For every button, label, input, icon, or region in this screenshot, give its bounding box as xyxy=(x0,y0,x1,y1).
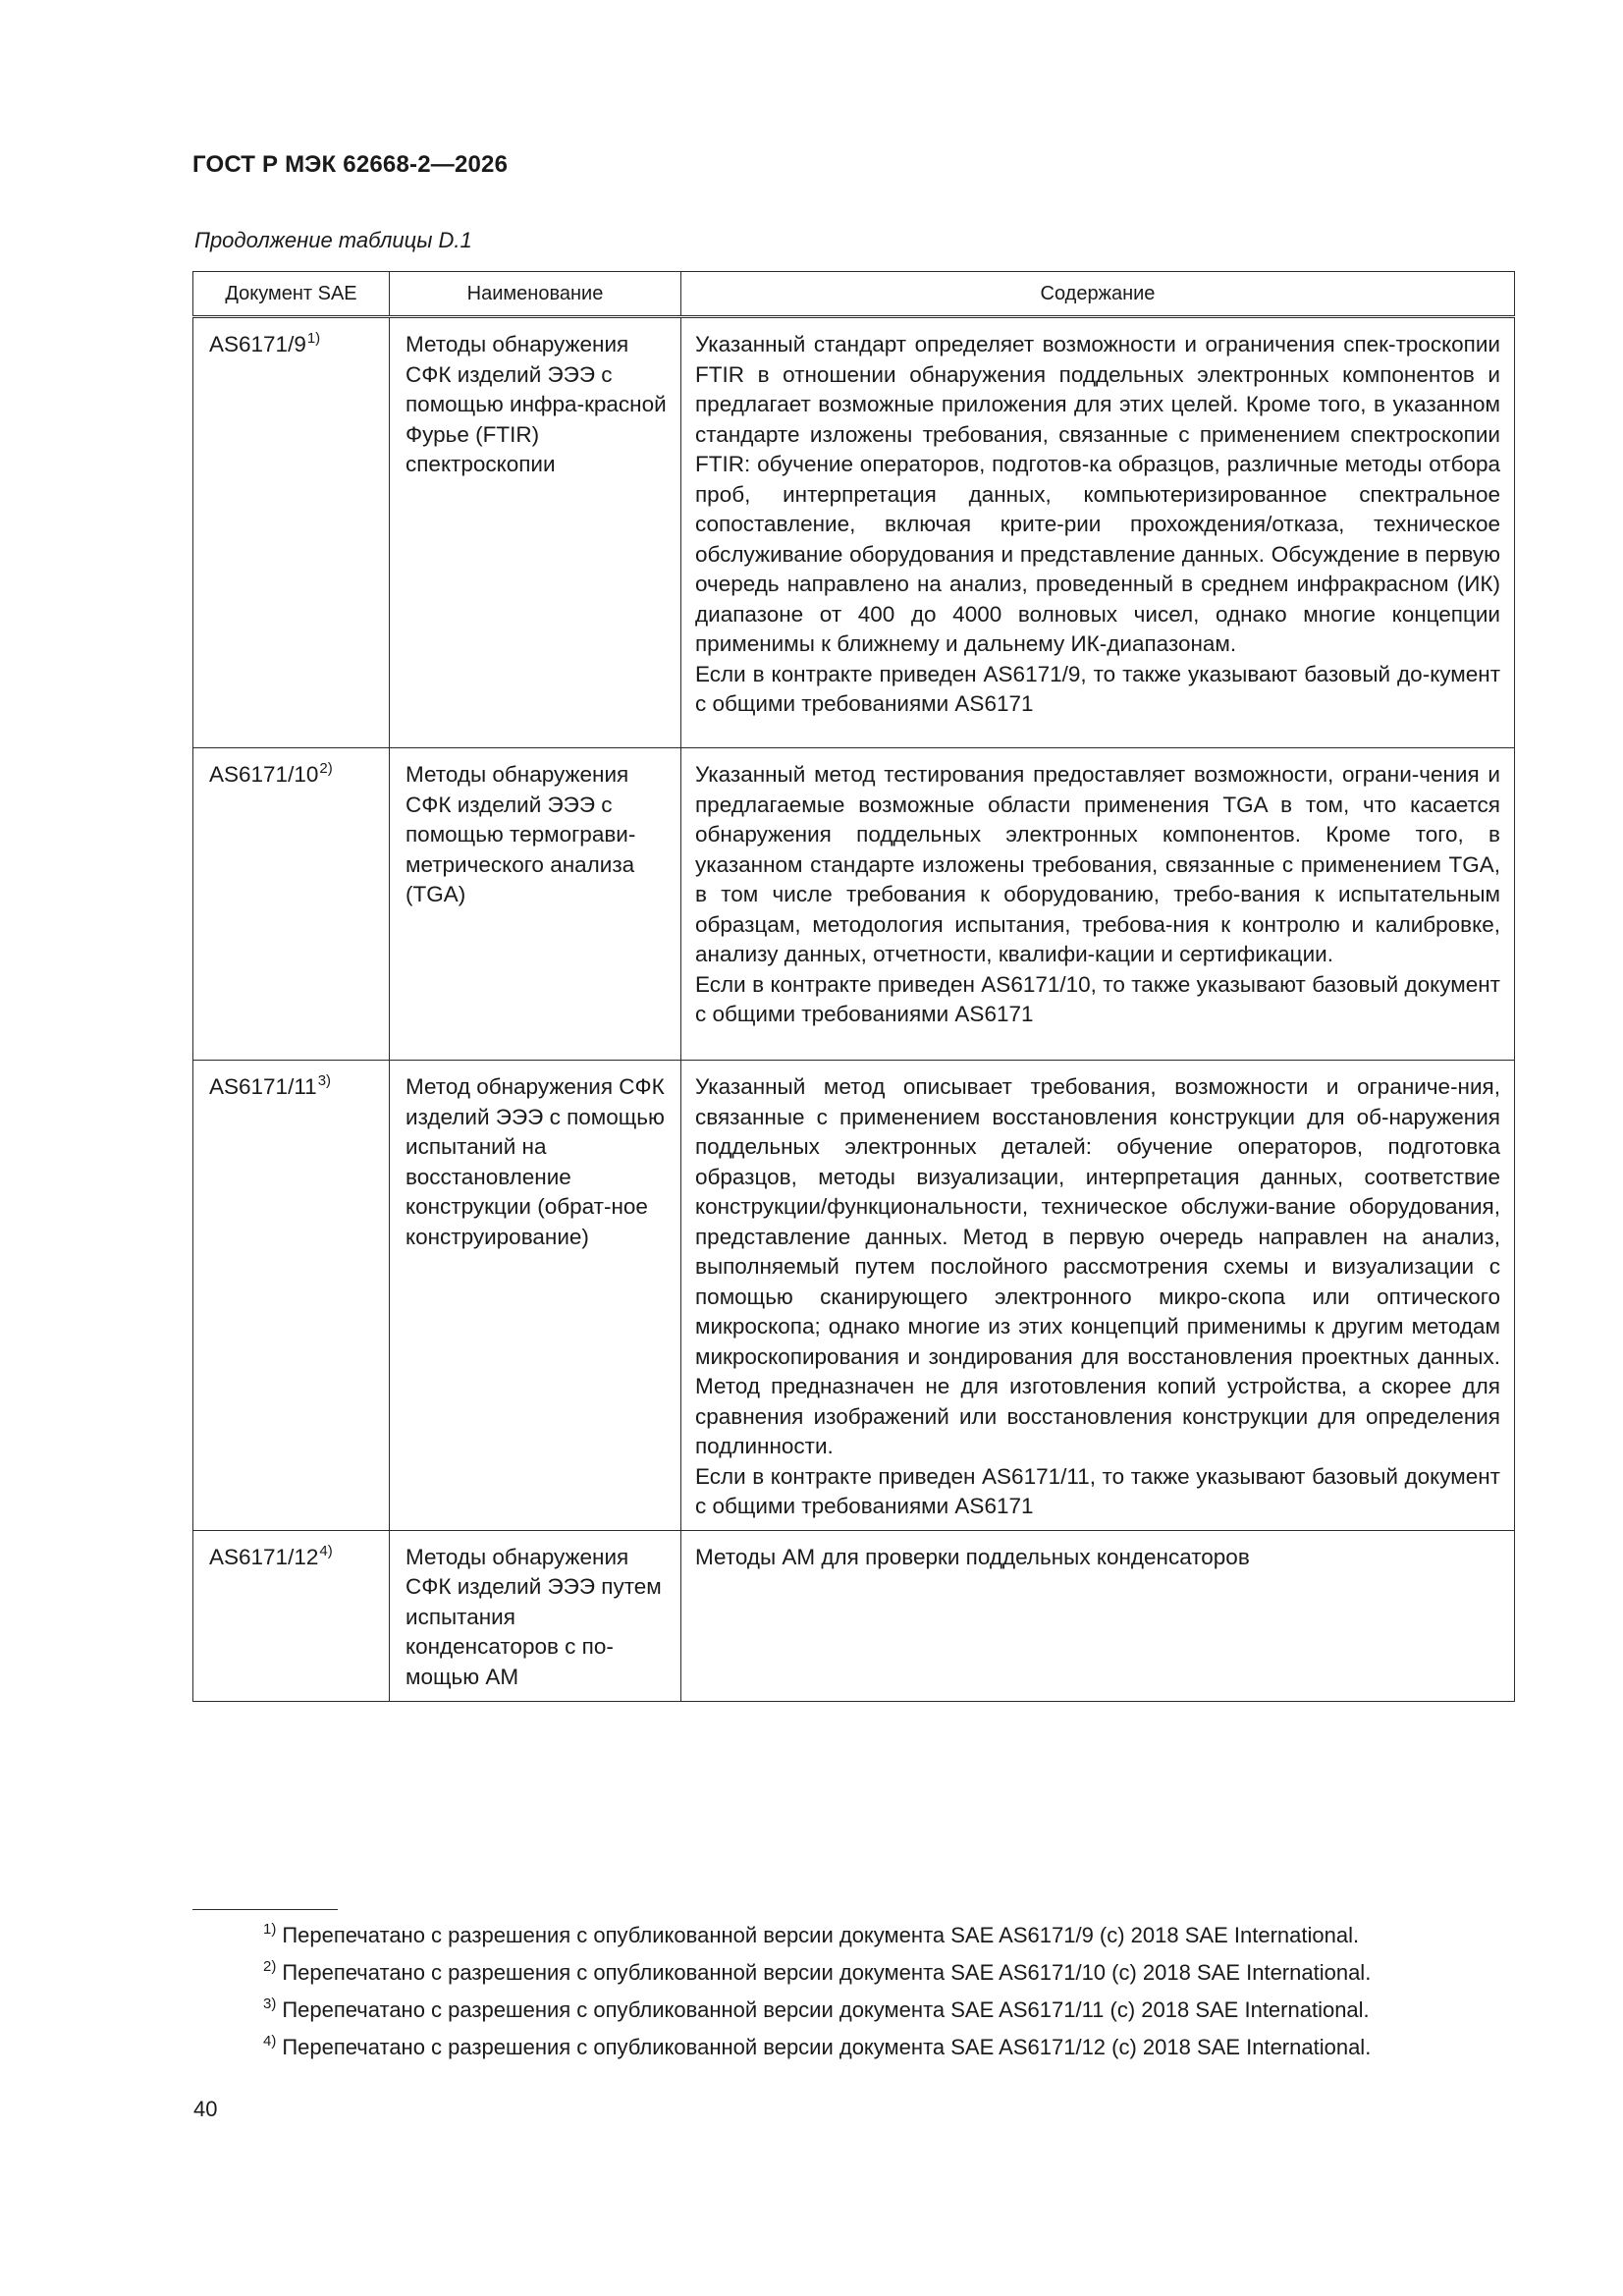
content-cell xyxy=(681,1061,1515,1531)
footnotes xyxy=(263,1921,1530,2070)
footnote xyxy=(263,1995,1530,2033)
column-header-content: Содержание xyxy=(681,272,1515,317)
footnote xyxy=(263,1958,1530,1995)
document-code: AS6171/12 xyxy=(209,1544,319,1569)
content-paragraph: Если в контракте приведен AS6171/9, то также указывают базовый до-кумент с общими требованиями AS6171 xyxy=(695,661,1500,716)
column-header-name: Наименование xyxy=(390,272,681,317)
content-paragraph: Указанный метод описывает требования, возможности и ограниче-ния, связанные с применением восстановления конструкции для об-наружения поддельных электронных деталей: обучение операторов, подготовка образцов, методы визуализации, интерпретация данных, соответствие конструкции/функциональности, техническое обслужи-вание оборудования, представление данных. Метод в первую очередь направлен на анализ, выполняемый путем послойного рассмотрения схемы и визуализации с помощью сканирующего электронного микро-скопа или оптического микроскопа; однако многие из этих концепций применимы к другим методам микроскопирования и зондирования для восстановления проектных данных. Метод предназначен не для изготовления копий устройства, а скорее для сравнения изображений или восстановления конструкции для определения подлинности. xyxy=(695,1074,1500,1458)
page-number: 40 xyxy=(193,2097,218,2121)
column-header-document: Документ SAE xyxy=(193,272,390,317)
table-row xyxy=(193,317,1515,748)
standards-table xyxy=(192,271,1515,1702)
document-code: AS6171/11 xyxy=(209,1074,317,1099)
table-header-row xyxy=(193,272,1515,317)
footnote xyxy=(263,2033,1530,2070)
table-row xyxy=(193,1061,1515,1531)
footnote-mark: 2) xyxy=(263,1958,277,1975)
footnote-text: Перепечатано с разрешения с опубликованной версии документа SAE AS6171/9 (c) 2018 SAE International. xyxy=(282,1923,1360,1947)
name-cell: Метод обнаружения СФК изделий ЭЭЭ с помощью испытаний на восстановление конструкции (обрат-ное конструирование) xyxy=(390,1061,681,1531)
document-cell xyxy=(193,1061,390,1531)
footnote-text: Перепечатано с разрешения с опубликованной версии документа SAE AS6171/11 (c) 2018 SAE International. xyxy=(282,1997,1370,2022)
table-row xyxy=(193,1530,1515,1701)
name-cell: Методы обнаружения СФК изделий ЭЭЭ путем испытания конденсаторов с по-мощью АМ xyxy=(390,1530,681,1701)
footnote-separator xyxy=(192,1909,338,1910)
footnote-mark: 1) xyxy=(263,1921,277,1938)
document-cell xyxy=(193,1530,390,1701)
name-cell: Методы обнаружения СФК изделий ЭЭЭ с помощью термограви-метрического анализа (TGA) xyxy=(390,748,681,1061)
content-paragraph: Методы АМ для проверки поддельных конденсаторов xyxy=(695,1544,1250,1569)
document-cell xyxy=(193,317,390,748)
document-cell xyxy=(193,748,390,1061)
footnote-mark: 4) xyxy=(263,2033,277,2050)
footnote-text: Перепечатано с разрешения с опубликованной версии документа SAE AS6171/12 (c) 2018 SAE International. xyxy=(282,2035,1372,2059)
footnote-ref: 2) xyxy=(319,760,333,777)
table-row xyxy=(193,748,1515,1061)
content-paragraph: Если в контракте приведен AS6171/10, то также указывают базовый документ с общими требованиями AS6171 xyxy=(695,971,1500,1026)
table-caption: Продолжение таблицы D.1 xyxy=(194,228,472,252)
content-cell xyxy=(681,748,1515,1061)
content-cell xyxy=(681,1530,1515,1701)
footnote-text: Перепечатано с разрешения с опубликованной версии документа SAE AS6171/10 (c) 2018 SAE International. xyxy=(282,1960,1372,1985)
footnote-mark: 3) xyxy=(263,1995,277,2012)
footnote-ref: 4) xyxy=(319,1542,333,1559)
standard-code: ГОСТ Р МЭК 62668-2—2026 xyxy=(192,151,509,178)
name-cell: Методы обнаружения СФК изделий ЭЭЭ с помощью инфра-красной Фурье (FTIR) спектроскопии xyxy=(390,317,681,748)
content-paragraph: Если в контракте приведен AS6171/11, то также указывают базовый документ с общими требованиями AS6171 xyxy=(695,1463,1500,1518)
content-paragraph: Указанный метод тестирования предоставляет возможности, ограни-чения и предлагаемые возможные области применения TGA в том, что касается обнаружения поддельных электронных компонентов. Кроме того, в указанном стандарте изложены требования, связанные с применением TGA, в том числе требования к оборудованию, требо-вания к испытательным образцам, методология испытания, требова-ния к контролю и калибровке, анализу данных, отчетности, квалифи-кации и сертификации. xyxy=(695,762,1500,966)
footnote xyxy=(263,1921,1530,1958)
document-code: AS6171/10 xyxy=(209,762,319,787)
document-code: AS6171/9 xyxy=(209,332,306,356)
footnote-ref: 1) xyxy=(306,330,321,347)
footnote-ref: 3) xyxy=(317,1072,332,1089)
content-paragraph: Указанный стандарт определяет возможности и ограничения спек-троскопии FTIR в отношении обнаружения поддельных электронных компонентов и предлагает возможные приложения для этих целей. Кроме того, в указанном стандарте изложены требования, связанные с применением спектроскопии FTIR: обучение операторов, подготов-ка образцов, различные методы отбора проб, интерпретация данных, компьютеризированное спектральное сопоставление, включая крите-рии прохождения/отказа, техническое обслуживание оборудования и представление данных. Обсуждение в первую очередь направлено на анализ, проведенный в среднем инфракрасном (ИК) диапазоне от 400 до 4000 волновых чисел, однако многие концепции применимы к ближнему и дальнему ИК-диапазонам. xyxy=(695,332,1500,656)
content-cell xyxy=(681,317,1515,748)
